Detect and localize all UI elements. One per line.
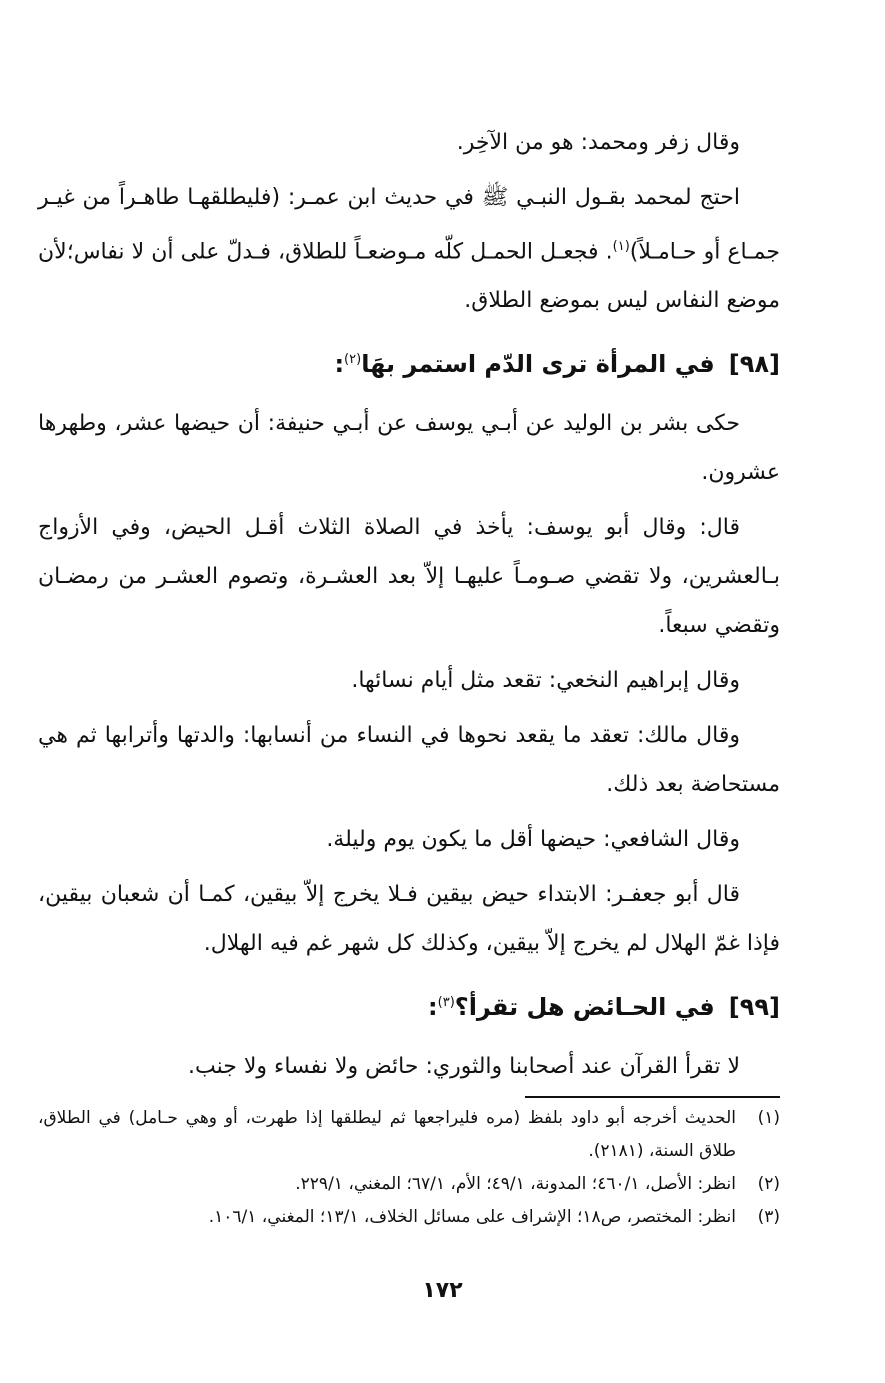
paragraph-zufar: وقال زفر ومحمد: هو من الآخِر. — [456, 130, 740, 155]
paragraph-abu-jafar: قال أبو جعفـر: الابتداء حيض بيقين فـلا يخرج إلاّ بيقين، كمـا أن شعبان بيقين، فإذا غمّ الهلال لم يخرج إلاّ بيقين، وكذلك كل شهر غم فيه الهلال. — [38, 882, 780, 957]
section-title-98: في المرأة ترى الدّم استمر بهَا — [361, 350, 715, 379]
section-heading-98 — [38, 335, 780, 389]
section-heading-99 — [38, 978, 780, 1032]
footnote-ref-3: (٣) — [437, 995, 455, 1011]
footnote-3 — [38, 1201, 780, 1234]
main-text — [38, 118, 780, 1097]
footnote-ref-1: (١) — [612, 239, 630, 254]
section-title-99: في الحـائض هل تقرأ؟ — [454, 993, 715, 1022]
paragraph-nakhai: وقال إبراهيم النخعي: تقعد مثل أيام نسائها. — [351, 668, 740, 694]
paragraph-bishr: حكى بشر بن الوليد عن أبـي يوسف عن أبـي حنيفة: أن حيضها عشر، وطهرها عشرون. — [38, 411, 780, 486]
footnote-text: الحديث أخرجه أبو داود بلفظ (مره فليراجعها ثم ليطلقها إذا طهرت، أو وهي حـامل) في الطلاق، طلاق السنة، (٢١٨١). — [38, 1108, 736, 1161]
footnote-text: انظر: المختصر، ص١٨؛ الإشراف على مسائل الخلاف، ١٣/١؛ المغني، ١٠٦/١. — [208, 1207, 736, 1227]
footnote-number: (١) — [757, 1108, 780, 1128]
paragraph-quran: لا تقرأ القرآن عند أصحابنا والثوري: حائض ولا نفساء ولا جنب. — [188, 1054, 740, 1080]
footnote-ref-2: (٢) — [344, 352, 362, 368]
heading-colon-98: : — [334, 350, 345, 379]
section-number-98: [٩٨] — [728, 350, 780, 379]
section-number-99: [٩٩] — [728, 993, 780, 1022]
paragraph-abu-yusuf: قال: وقال أبو يوسف: يأخذ في الصلاة الثلاث أقـل الحيض، وفي الأزواج بـالعشرين، ولا تقضي صـومـاً عليهـا إلاّ بعد العشـرة، وتصوم العشـر من رمضـان وتقضي سبعاً. — [38, 515, 780, 639]
paragraph-argument — [38, 173, 780, 325]
footnote-divider — [525, 1096, 780, 1098]
footnote-1 — [38, 1102, 780, 1168]
footnote-number: (٢) — [757, 1174, 780, 1194]
paragraph-malik: وقال مالك: تعقد ما يقعد نحوها في النساء من أنسابها: والدتها وأترابها ثم هي مستحاضة بعد ذلك. — [38, 723, 780, 798]
heading-colon-99: : — [428, 993, 438, 1022]
paragraph-argument-text: احتج لمحمد بقـول النبـي ﷺ في حديث ابن عمـر: (فليطلقهـا طاهـراً من غيـر جمـاع أو حـامـلاً) — [38, 185, 780, 265]
page-number: ١٧٢ — [422, 1278, 463, 1303]
paragraph-argument-cont: . فجعـل الحمـل كلّه مـوضعـاً للطلاق، فـدلّ على أن لا نفاس؛لأن موضع النفاس ليس بموضع الطلاق. — [38, 239, 780, 314]
paragraph-shafii: وقال الشافعي: حيضها أقل ما يكون يوم وليلة. — [326, 827, 740, 853]
footnote-2 — [38, 1168, 780, 1201]
footnote-number: (٣) — [757, 1207, 780, 1227]
footnotes — [38, 1102, 780, 1234]
footnote-text: انظر: الأصل، ٤٦٠/١؛ المدونة، ٤٩/١؛ الأم، ٦٧/١؛ المغني، ٢٢٩/١. — [295, 1174, 736, 1194]
